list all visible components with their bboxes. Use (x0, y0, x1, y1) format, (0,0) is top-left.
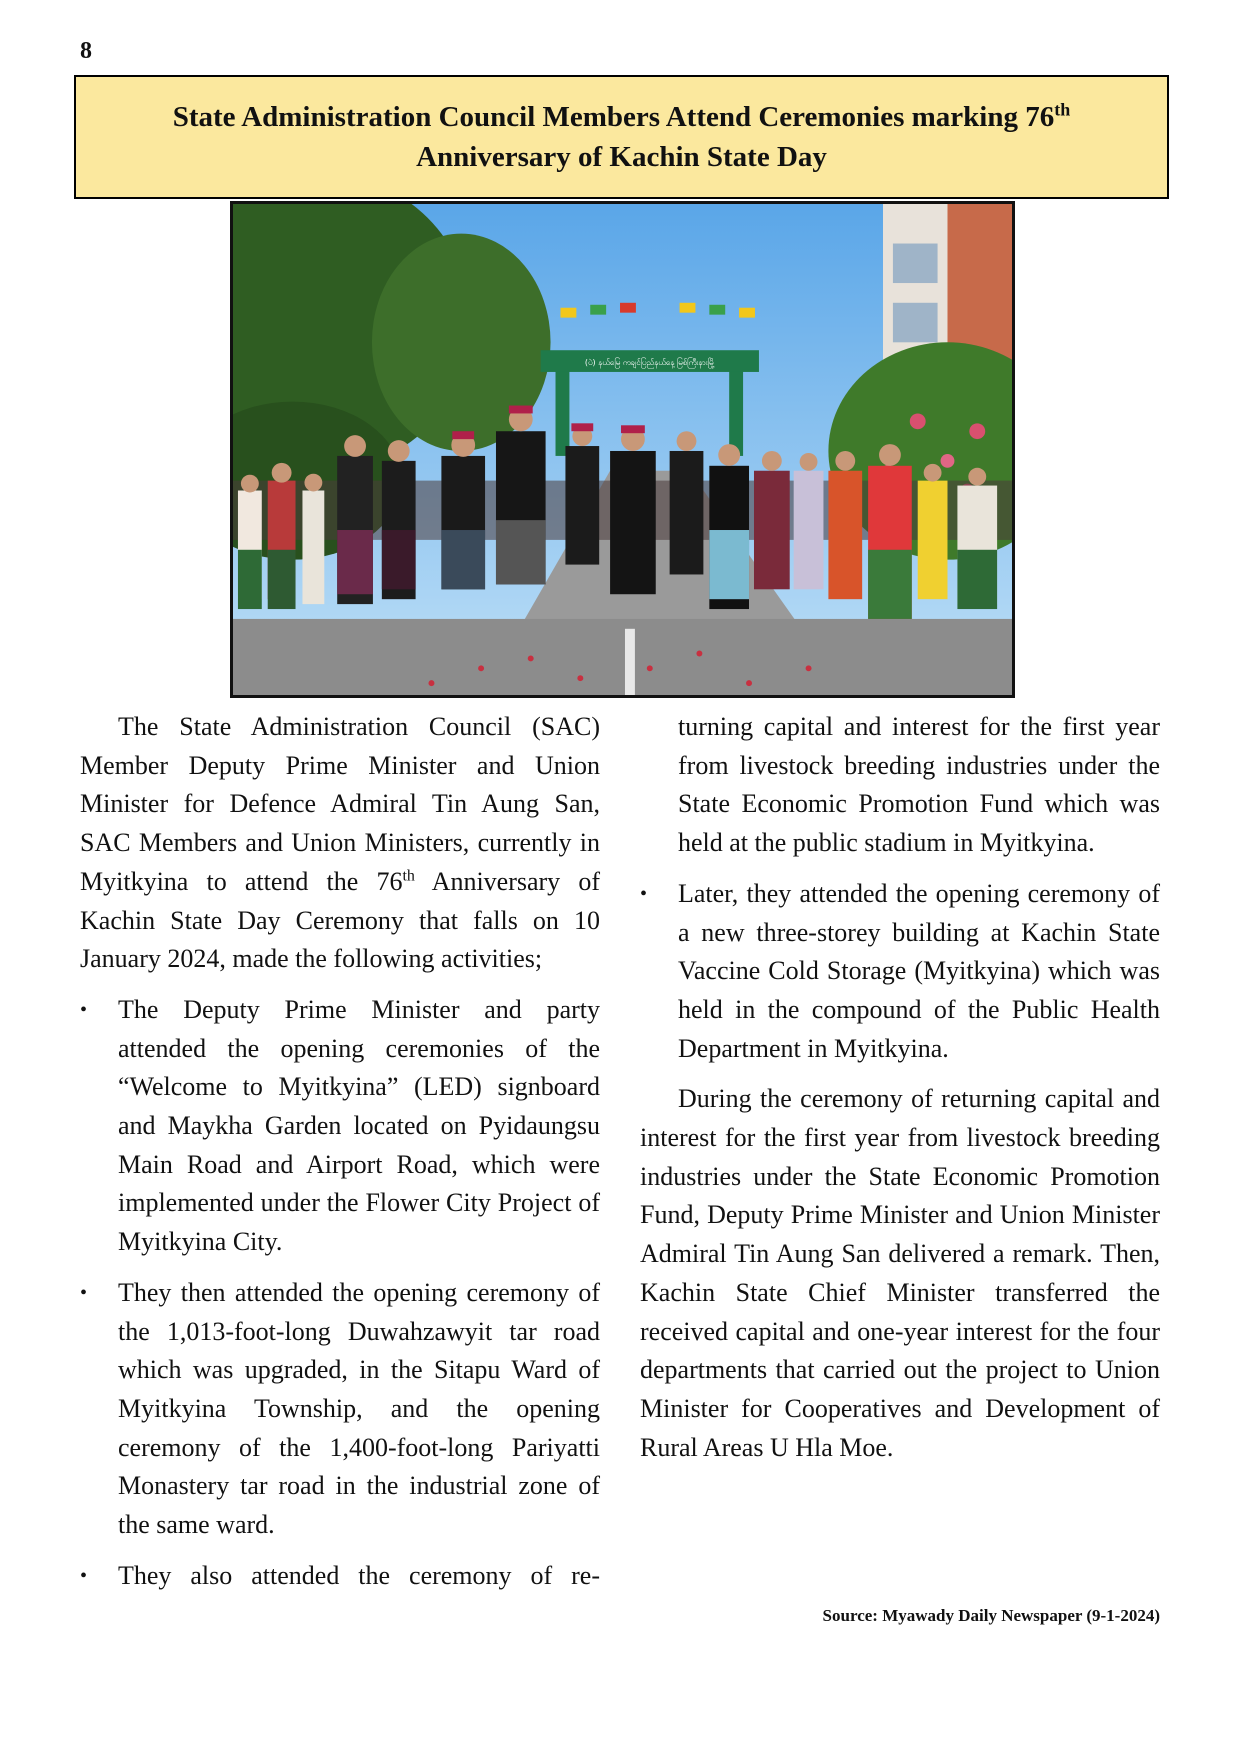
list-item (80, 991, 600, 1262)
bullet-icon: • (80, 1281, 88, 1304)
bullet-icon: • (80, 998, 88, 1021)
bullet-text: The Deputy Prime Minister and party attended the opening ceremonies of the “Welcome to Myitkyina” (LED) signboard and Maykha Garden located on Pyidaungsu Main Road and Airport Road, which were implemented under the Flower City Project of Myitkyina City. (118, 994, 600, 1257)
bullet-text: They also attended the ceremony of re- (118, 1560, 600, 1590)
headline-part2: Anniversary of Kachin State Day (416, 141, 827, 173)
bullet-icon: • (80, 1564, 88, 1587)
list-item (80, 1274, 600, 1545)
list-item (80, 1557, 600, 1596)
source-credit: Source: Myawady Daily Newspaper (9-1-2024) (822, 1606, 1160, 1625)
intro-paragraph (80, 708, 600, 979)
intro-text-a: The State Administration Council (SAC) Member Deputy Prime Minister and Union Minister for Defence Admiral Tin Aung San, SAC Members and Union Ministers, currently in Myitkyina to attend the 76 (80, 712, 600, 896)
activity-list-left (80, 991, 600, 1596)
article-column-left (80, 708, 600, 1607)
page-number: 8 (80, 38, 92, 64)
article-column-right (640, 708, 1160, 1479)
list-item (640, 875, 1160, 1069)
parade-photo-illustration (233, 204, 1012, 695)
headline-part1: State Administration Council Members Attend Ceremonies marking 76 (172, 101, 1055, 133)
headline-sup: th (1054, 99, 1071, 120)
bullet-icon: • (640, 882, 648, 905)
arch-text: (ပဲ) နယ်မြေ ကချင်ပြည်နယ်နေ့ မြစ်ကြီးနားမြို့ (584, 358, 715, 368)
parade-photo (230, 201, 1015, 698)
intro-text-b: Anniversary of Kachin State Day Ceremony that falls on 10 January 2024, made the following activities; (80, 866, 600, 974)
bullet-continuation: turning capital and interest for the first year from livestock breeding industries under the State Economic Promotion Fund which was held at the public stadium in Myitkyina. (678, 712, 1160, 858)
headline-box (74, 75, 1169, 199)
closing-paragraph: During the ceremony of returning capital and interest for the first year from livestock breeding industries under the State Economic Promotion Fund, Deputy Prime Minister and Union Minister Admiral Tin Aung San delivered a remark. Then, Kachin State Chief Minister transferred the received capital and one-year interest for the four departments that carried out the project to Union Minister for Cooperatives and Development of Rural Areas U Hla Moe. (640, 1084, 1160, 1462)
bullet-text: Later, they attended the opening ceremony of a new three-storey building at Kachin State Vaccine Cold Storage (Myitkyina) which was held in the compound of the Public Health Department in Myitkyina. (678, 878, 1160, 1063)
intro-sup: th (402, 867, 415, 885)
activity-list-right (640, 875, 1160, 1069)
headline (132, 97, 1112, 177)
bullet-text: They then attended the opening ceremony of the 1,013-foot-long Duwahzawyit tar road which was upgraded, in the Sitapu Ward of Myitkyina Township, and the opening ceremony of the 1,400-foot-long Pariyatti Monastery tar road in the industrial zone of the same ward. (118, 1277, 600, 1540)
